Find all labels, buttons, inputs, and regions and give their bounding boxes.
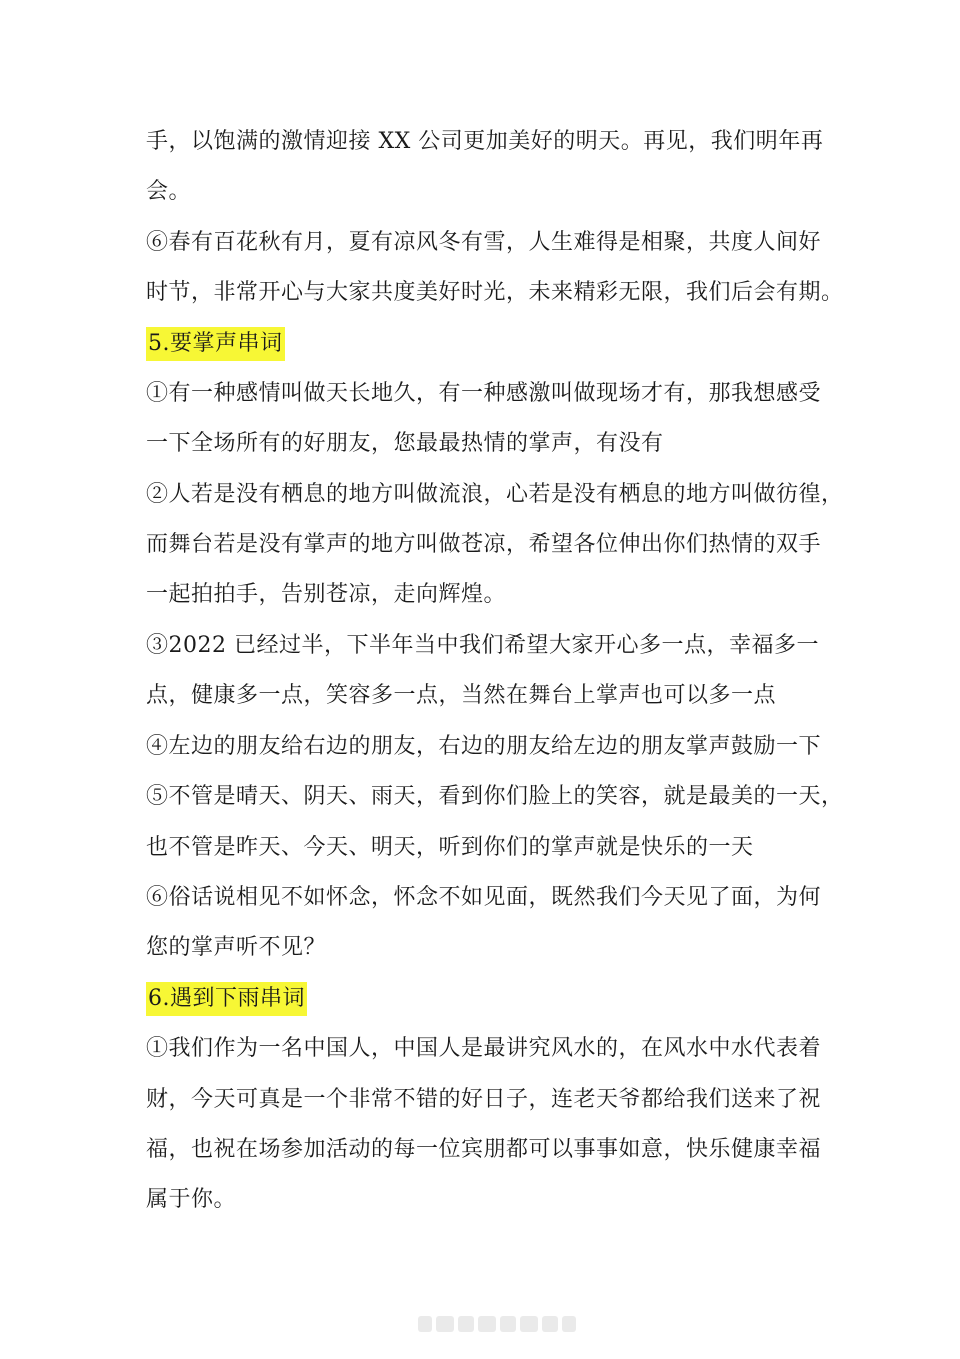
paragraph-line: 而舞台若是没有掌声的地方叫做苍凉，希望各位伸出你们热情的双手 — [146, 532, 822, 557]
paragraph-line: ③2022 已经过半，下半年当中我们希望大家开心多一点，幸福多一 — [146, 633, 819, 658]
paragraph-line: 您的掌声听不见？ — [146, 935, 327, 960]
watermark-logo — [418, 1316, 576, 1332]
paragraph-line: ④左边的朋友给右边的朋友，右边的朋友给左边的朋友掌声鼓励一下 — [146, 734, 822, 759]
paragraph-line: 点，健康多一点，笑容多一点，当然在舞台上掌声也可以多一点 — [146, 683, 777, 708]
section-heading-applause: 5.要掌声串词 — [146, 327, 285, 361]
paragraph-line: ⑤不管是晴天、阴天、雨天，看到你们脸上的笑容，就是最美的一天， — [146, 784, 844, 809]
watermark-glyph — [436, 1316, 454, 1332]
paragraph-line: 属于你。 — [146, 1187, 237, 1212]
watermark-glyph — [520, 1316, 538, 1332]
section-heading-rain: 6.遇到下雨串词 — [146, 982, 307, 1016]
paragraph-line: 一起拍拍手，告别苍凉，走向辉煌。 — [146, 582, 507, 607]
watermark-glyph — [478, 1316, 496, 1332]
paragraph-line: ⑥春有百花秋有月，夏有凉风冬有雪，人生难得是相聚，共度人间好 — [146, 230, 822, 255]
paragraph-line: 福，也祝在场参加活动的每一位宾朋都可以事事如意，快乐健康幸福 — [146, 1137, 822, 1162]
paragraph-line: ①有一种感情叫做天长地久，有一种感激叫做现场才有，那我想感受 — [146, 381, 822, 406]
paragraph-line: 手，以饱满的激情迎接 XX 公司更加美好的明天。再见，我们明年再 — [146, 129, 824, 154]
watermark-glyph — [458, 1316, 474, 1332]
paragraph-line: 会。 — [146, 179, 192, 204]
paragraph-line: 时节，非常开心与大家共度美好时光，未来精彩无限，我们后会有期。 — [146, 280, 844, 305]
paragraph-line: 一下全场所有的好朋友，您最最热情的掌声，有没有 — [146, 431, 664, 456]
paragraph-line: ⑥俗话说相见不如怀念，怀念不如见面，既然我们今天见了面，为何 — [146, 885, 822, 910]
watermark-glyph — [500, 1316, 516, 1332]
section-heading-container — [146, 974, 846, 1024]
watermark-glyph — [418, 1316, 432, 1332]
watermark-glyph — [562, 1316, 576, 1332]
section-heading-container — [146, 319, 846, 369]
paragraph-line: 财，今天可真是一个非常不错的好日子，连老天爷都给我们送来了祝 — [146, 1087, 822, 1112]
paragraph-line: ②人若是没有栖息的地方叫做流浪，心若是没有栖息的地方叫做彷徨， — [146, 482, 844, 507]
watermark-glyph — [542, 1316, 558, 1332]
paragraph-line: 也不管是昨天、今天、明天，听到你们的掌声就是快乐的一天 — [146, 835, 754, 860]
paragraph-line: ①我们作为一名中国人，中国人是最讲究风水的，在风水中水代表着 — [146, 1036, 822, 1061]
